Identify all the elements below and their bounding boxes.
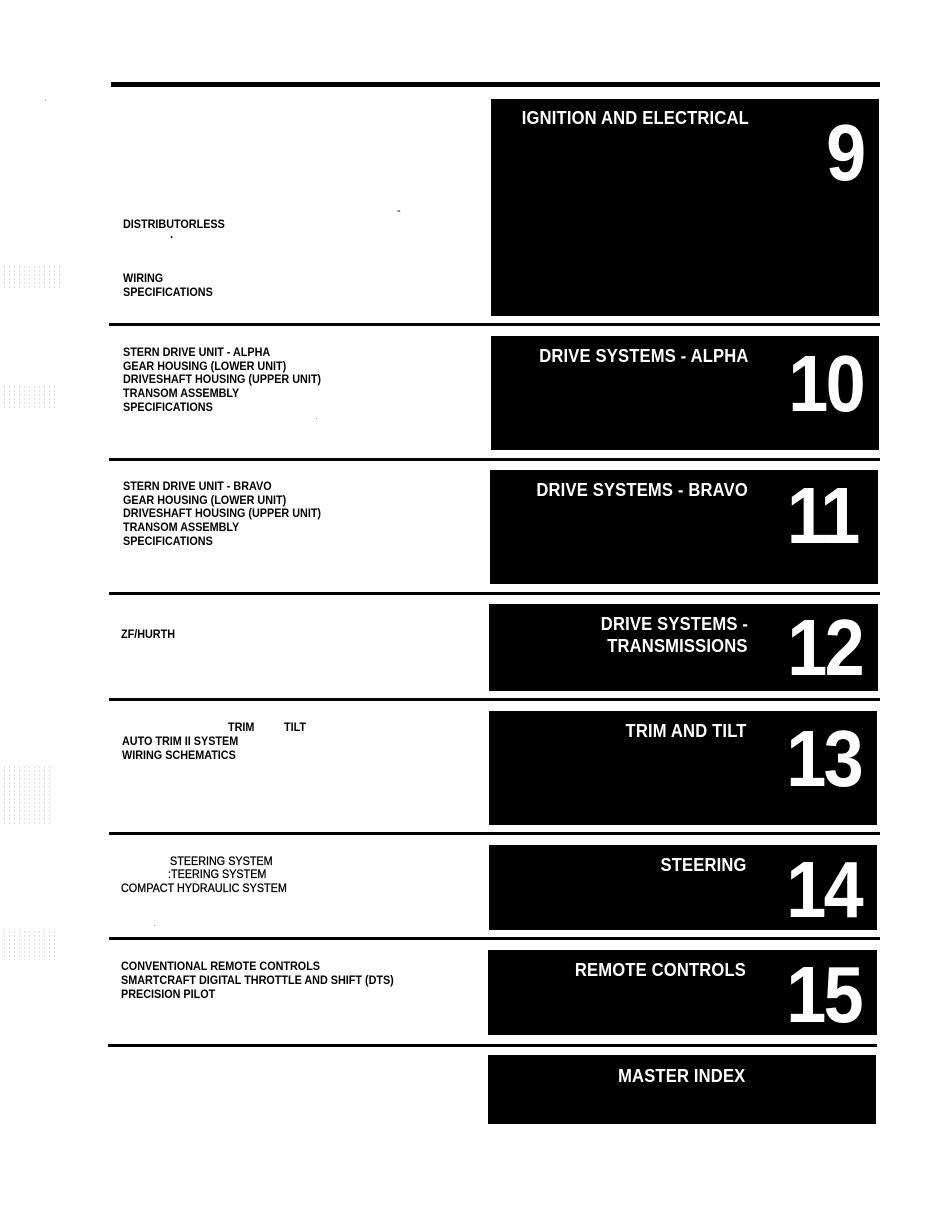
section-13-tab[interactable] [489,711,877,825]
section-9-tab[interactable] [491,99,879,316]
top-rule [111,82,880,87]
section-number: 14 [786,845,861,934]
toc-entry-label[interactable]: PRECISION PILOT [121,987,216,1001]
toc-entry-label[interactable]: DRIVESHAFT HOUSING (UPPER UNIT) [123,372,322,386]
section-divider [108,1044,877,1047]
toc-entry-label[interactable]: STERN DRIVE UNIT - BRAVO [123,479,272,493]
section-11-tab[interactable] [490,470,878,584]
toc-entry-label[interactable]: WIRING SCHEMATICS [122,748,236,762]
section-title: DRIVE SYSTEMS - BRAVO [536,480,748,500]
section-title-line-1: DRIVE SYSTEMS - [600,614,748,634]
toc-entry-label[interactable]: AUTO TRIM II SYSTEM [122,734,239,748]
toc-entry-label[interactable]: STEERING SYSTEM [170,854,273,868]
toc-entry-label[interactable]: STERN DRIVE UNIT - ALPHA [123,345,271,359]
section-number: 12 [787,603,862,692]
section-15-tab[interactable] [488,950,877,1039]
scan-artifact [2,385,57,410]
toc-entry-label[interactable]: SPECIFICATIONS [123,285,213,299]
section-divider [109,323,880,326]
section-title: TRIM AND TILT [625,721,747,741]
section-10-tab[interactable] [491,336,879,450]
section-title: IGNITION AND ELECTRICAL [521,108,749,128]
section-number: 13 [786,714,861,803]
toc-entry-label[interactable]: CONVENTIONAL REMOTE CONTROLS [121,959,321,973]
section-divider [109,832,880,835]
section-title-line-2: TRANSMISSIONS [607,636,748,656]
section-divider [109,937,880,940]
scan-artifact [2,265,62,290]
toc-entry-label[interactable]: TRANSOM ASSEMBLY [123,386,240,400]
toc-entry-label[interactable]: DRIVESHAFT HOUSING (UPPER UNIT) [123,506,322,520]
scan-speck [316,418,317,419]
scan-speck [154,925,155,926]
toc-entry-label: - [397,203,401,217]
toc-entry-label[interactable]: TRANSOM ASSEMBLY [123,520,240,534]
section-title: MASTER INDEX [617,1066,745,1086]
section-number: 15 [786,950,861,1039]
section-12-tab[interactable] [489,604,878,691]
toc-entry-label[interactable]: GEAR HOUSING (LOWER UNIT) [123,359,287,373]
section-title: DRIVE SYSTEMS - ALPHA [539,346,749,366]
toc-entry-label[interactable]: SPECIFICATIONS [123,400,213,414]
section-number: 9 [825,108,863,197]
toc-entry-label[interactable]: GEAR HOUSING (LOWER UNIT) [123,493,287,507]
section-title: REMOTE CONTROLS [574,960,746,980]
section-divider [109,592,880,595]
toc-entry-label[interactable]: SMARTCRAFT DIGITAL THROTTLE AND SHIFT (DTS) [121,973,394,987]
toc-entry-label[interactable]: :TEERING SYSTEM [168,867,267,881]
toc-entry-label[interactable]: WIRING [123,271,164,285]
section-number: 10 [788,339,863,428]
section-14-tab[interactable] [489,845,877,934]
section-divider [109,698,880,701]
section-number: 11 [787,471,858,560]
toc-entry-label[interactable]: TRIM [228,720,255,734]
scan-artifact [2,930,57,960]
section-title: STEERING [660,855,747,875]
toc-entry-label[interactable]: SPECIFICATIONS [123,534,213,548]
scan-artifact [2,765,52,825]
toc-entry-label[interactable]: DISTRIBUTORLESS [123,217,225,231]
toc-entry-label: · [170,230,174,244]
toc-entry-label[interactable]: ZF/HURTH [121,627,175,641]
scan-speck [45,100,46,101]
section-divider [109,458,880,461]
toc-entry-label[interactable]: TILT [284,720,306,734]
master-index-tab[interactable] [488,1055,876,1124]
toc-entry-label[interactable]: COMPACT HYDRAULIC SYSTEM [121,881,287,895]
